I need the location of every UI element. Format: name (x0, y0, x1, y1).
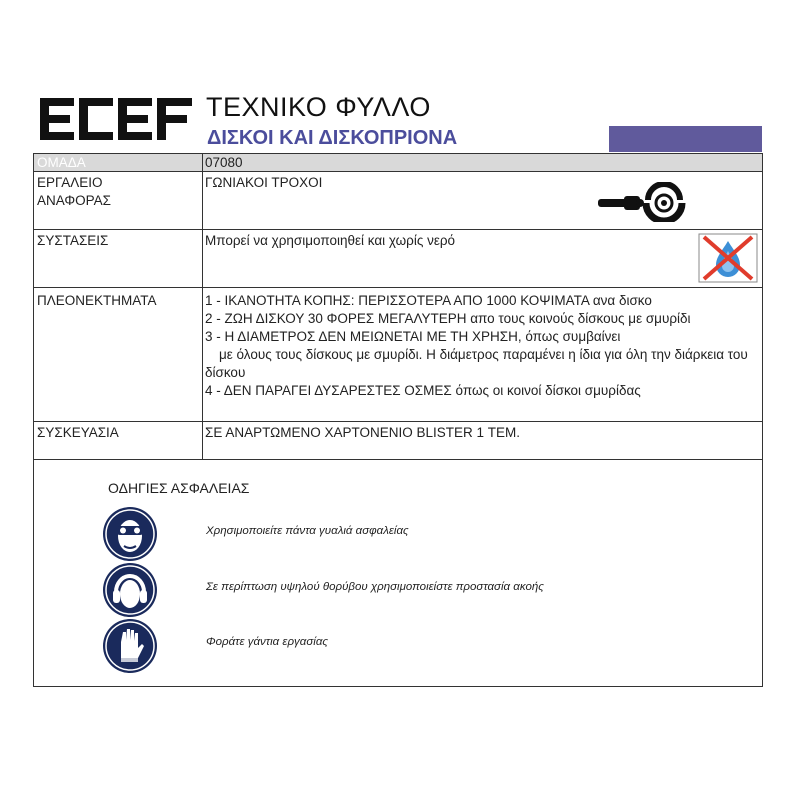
packaging-label: ΣΥΣΚΕΥΑΣΙΑ (37, 425, 119, 440)
ear-protection-icon (102, 562, 158, 618)
group-value: 07080 (205, 155, 243, 170)
reference-tool-label (37, 174, 111, 210)
gloves-text: Φοράτε γάντια εργασίας (206, 636, 328, 648)
recommendations-label: ΣΥΣΤΑΣΕΙΣ (37, 233, 109, 248)
recommendations-value: Μπορεί να χρησιμοποιηθεί και χωρίς νερό (205, 233, 456, 248)
company-logo (40, 98, 192, 140)
reference-tool-value: ΓΩΝΙΑΚΟΙ ΤΡΟΧΟΙ (205, 175, 323, 190)
packaging-value: ΣΕ ΑΝΑΡΤΩΜΕΝΟ ΧΑΡΤΟΝΕΝΙΟ BLISTER 1 ΤΕΜ. (205, 425, 521, 440)
no-water-icon (698, 233, 758, 283)
advantage-item: 4 - ΔΕΝ ΠΑΡΑΓΕΙ ΔΥΣΑΡΕΣΤΕΣ ΟΣΜΕΣ όπως οι κοινοί δίσκοι σμυρίδας (205, 383, 641, 398)
packaging-row (34, 422, 762, 460)
advantage-item: 1 - ΙΚΑΝΟΤΗΤΑ ΚΟΠΗΣ: ΠΕΡΙΣΣΟΤΕΡΑ ΑΠΟ 1000 ΚΟΨΙΜΑΤΑ ανα δισκο (205, 293, 652, 308)
reference-tool-label-line1: ΕΡΓΑΛΕΙΟ (37, 175, 103, 190)
advantage-item: 3 - Η ΔΙΑΜΕΤΡΟΣ ΔΕΝ ΜΕΙΩΝΕΤΑΙ ΜΕ ΤΗ ΧΡΗΣΗ, όπως συμβαίνει (205, 329, 621, 344)
technical-sheet-table (33, 153, 763, 687)
document-subtitle: ΔΙΣΚΟΙ ΚΑΙ ΔΙΣΚΟΠΡΙΟΝΑ (207, 127, 458, 149)
safety-heading: ΟΔΗΓΙΕΣ ΑΣΦΑΛΕΙΑΣ (108, 480, 250, 496)
advantages-label: ΠΛΕΟΝΕΚΤΗΜΑΤΑ (37, 293, 157, 308)
safety-glasses-text: Χρησιμοποιείτε πάντα γυαλιά ασφαλείας (206, 525, 409, 537)
header-accent-bar (609, 126, 762, 152)
advantages-row (34, 288, 762, 422)
ear-protection-text: Σε περίπτωση υψηλού θορύβου χρησιμοποιείστε προστασία ακοής (206, 581, 544, 593)
gloves-icon (102, 618, 158, 674)
advantage-item: με όλους τους δίσκους με σμυρίδι. Η διάμετρος παραμένει η ίδια για όλη την διάρκεια του δίσκου (205, 347, 748, 380)
advantages-list (205, 292, 756, 400)
group-label: ΟΜΑΔΑ (37, 155, 86, 170)
safety-glasses-icon (102, 506, 158, 562)
reference-tool-label-line2: ΑΝΑΦΟΡΑΣ (37, 193, 111, 208)
angle-grinder-icon (594, 182, 702, 222)
advantage-item: 2 - ΖΩΗ ΔΙΣΚΟΥ 30 ΦΟΡΕΣ ΜΕΓΑΛΥΤΕΡΗ απο τους κοινούς δίσκους με σμυρίδι (205, 311, 691, 326)
group-row (34, 154, 762, 172)
recommendations-row (34, 230, 762, 288)
document-title: ΤΕΧΝΙΚΟ ΦΥΛΛΟ (206, 92, 431, 122)
reference-tool-row (34, 172, 762, 230)
